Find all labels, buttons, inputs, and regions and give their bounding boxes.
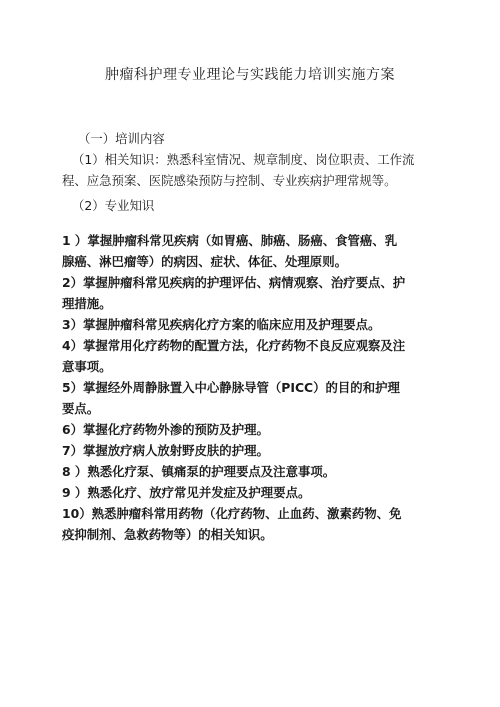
point-9-line-1: 9 ）熟悉化疗、放疗常见并发症及护理要点。	[62, 485, 311, 500]
point-9	[62, 482, 440, 503]
point-8-line-1: 8 ）熟悉化疗泵、镇痛泵的护理要点及注意事项。	[62, 464, 336, 479]
point-4-line-1: 4）掌握常用化疗药物的配置方法，化疗药物不良反应观察及注	[62, 338, 406, 353]
point-10	[62, 503, 440, 545]
item2-heading: （2）专业知识	[72, 198, 155, 213]
point-10-line-2: 疫抑制剂、急救药物等）的相关知识。	[62, 527, 273, 542]
point-7-line-1: 7）掌握放疗病人放射野皮肤的护理。	[62, 443, 269, 458]
point-3-line-1: 3）掌握肿瘤科常见疾病化疗方案的临床应用及护理要点。	[62, 317, 381, 332]
point-2	[62, 272, 440, 314]
point-7	[62, 440, 440, 461]
point-4-line-2: 意事项。	[62, 359, 112, 374]
point-1	[62, 230, 440, 272]
point-10-line-1: 10）熟悉肿瘤科常用药物（化疗药物、止血药、激素药物、免	[62, 506, 402, 521]
point-4	[62, 335, 440, 377]
point-8	[62, 461, 440, 482]
document-title: 肿瘤科护理专业理论与实践能力培训实施方案	[105, 67, 395, 83]
point-6	[62, 419, 440, 440]
point-2-line-1: 2）掌握肿瘤科常见疾病的护理评估、病情观察、治疗要点、护	[62, 275, 406, 290]
point-5	[62, 377, 440, 419]
point-1-line-1: 1 ）掌握肿瘤科常见疾病（如胃癌、肺癌、肠癌、食管癌、乳	[62, 233, 398, 248]
point-5-line-1: 5）掌握经外周静脉置入中心静脉导管（PICC）的目的和护理	[62, 380, 400, 395]
point-6-line-1: 6）掌握化疗药物外渗的预防及护理。	[62, 422, 269, 437]
point-3	[62, 314, 440, 335]
point-5-line-2: 要点。	[62, 401, 100, 416]
point-2-line-2: 理措施。	[62, 296, 112, 311]
point-1-line-2: 腺癌、淋巴瘤等）的病因、症状、体征、处理原则。	[62, 254, 347, 269]
document-body	[62, 128, 440, 545]
item1-line1: （1）相关知识：熟悉科室情况、规章制度、岗位职责、工作流	[72, 152, 415, 167]
item1-line2: 程、应急预案、医院感染预防与控制、专业疾病护理常规等。	[62, 173, 397, 188]
section-heading: （一）培训内容	[78, 131, 165, 146]
